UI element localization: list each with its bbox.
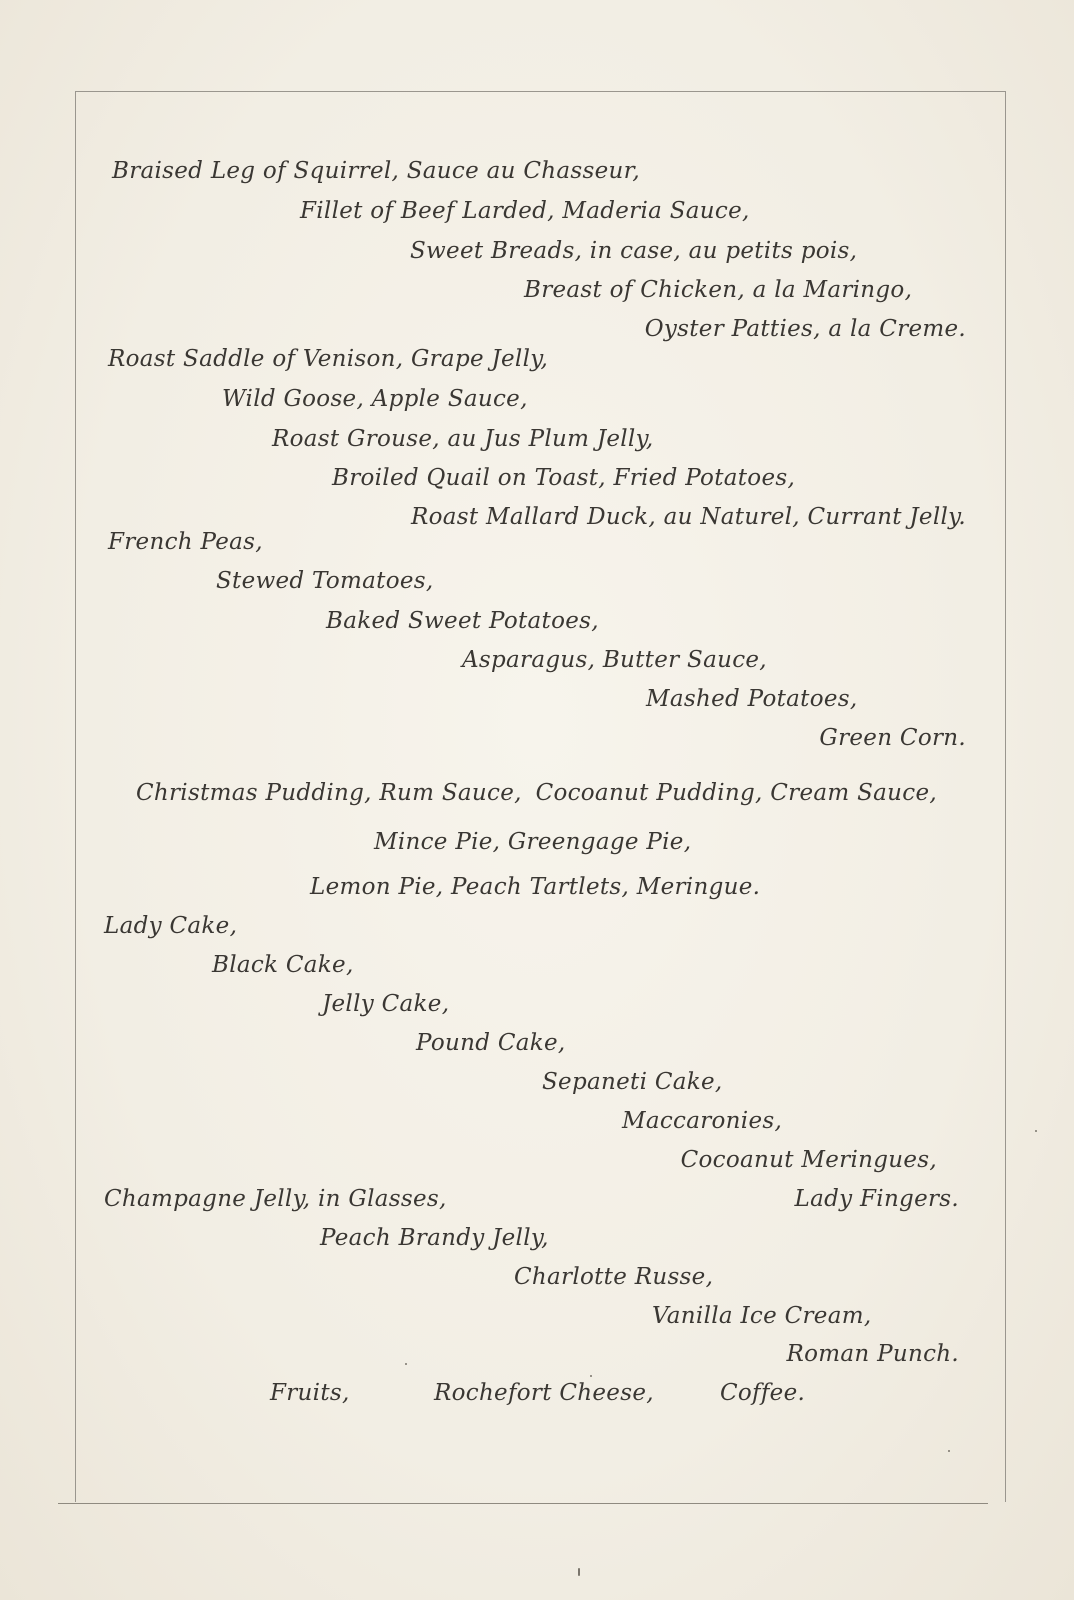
- menu-item-roman-punch: Roman Punch.: [786, 1341, 959, 1367]
- menu-item-charlotte-russe: Charlotte Russe,: [514, 1264, 714, 1290]
- menu-item-lady-cake: Lady Cake,: [104, 913, 238, 939]
- menu-item-christmas-pudding: Christmas Pudding, Rum Sauce,: [136, 780, 522, 806]
- paper-speck: [578, 1568, 580, 1576]
- menu-item-stewed-tomatoes: Stewed Tomatoes,: [216, 568, 434, 594]
- menu-item-maccaronies: Maccaronies,: [622, 1108, 783, 1134]
- menu-item-asparagus: Asparagus, Butter Sauce,: [462, 647, 767, 673]
- menu-item-champagne-jelly: Champagne Jelly, in Glasses,: [104, 1186, 447, 1212]
- menu-item-vanilla-ice-cream: Vanilla Ice Cream,: [652, 1303, 872, 1329]
- menu-item-sepaneti-cake: Sepaneti Cake,: [542, 1069, 723, 1095]
- menu-item-french-peas: French Peas,: [108, 529, 263, 555]
- paper-speck: [1035, 1130, 1037, 1132]
- menu-item-lemon-pie: Lemon Pie, Peach Tartlets, Meringue.: [310, 874, 761, 900]
- menu-item-sweet-breads: Sweet Breads, in case, au petits pois,: [410, 238, 858, 264]
- menu-item-oyster-patties: Oyster Patties, a la Creme.: [644, 316, 966, 342]
- menu-item-black-cake: Black Cake,: [212, 952, 354, 978]
- menu-item-pound-cake: Pound Cake,: [416, 1030, 566, 1056]
- menu-item-green-corn: Green Corn.: [819, 725, 966, 751]
- menu-item-cocoanut-pudding: Cocoanut Pudding, Cream Sauce,: [535, 780, 937, 806]
- menu-item-broiled-quail: Broiled Quail on Toast, Fried Potatoes,: [332, 465, 796, 491]
- paper-speck: [405, 1363, 407, 1365]
- bottom-rule: [58, 1503, 988, 1504]
- menu-item-roast-venison: Roast Saddle of Venison, Grape Jelly,: [108, 346, 549, 372]
- menu-item-lady-fingers: Lady Fingers.: [794, 1186, 959, 1212]
- menu-item-mince-pie: Mince Pie, Greengage Pie,: [374, 829, 692, 855]
- menu-item-wild-goose: Wild Goose, Apple Sauce,: [222, 386, 528, 412]
- menu-item-jelly-cake: Jelly Cake,: [322, 991, 450, 1017]
- menu-item-coffee: Coffee.: [720, 1380, 806, 1406]
- menu-item-braised-squirrel: Braised Leg of Squirrel, Sauce au Chasseur,: [112, 158, 640, 184]
- menu-item-roast-mallard: Roast Mallard Duck, au Naturel, Currant Jelly.: [410, 504, 966, 530]
- paper-speck: [590, 1375, 592, 1377]
- menu-item-fillet-beef: Fillet of Beef Larded, Maderia Sauce,: [300, 198, 750, 224]
- menu-item-cocoanut-meringues: Cocoanut Meringues,: [680, 1147, 937, 1173]
- menu-item-mashed-potatoes: Mashed Potatoes,: [646, 686, 858, 712]
- menu-item-roast-grouse: Roast Grouse, au Jus Plum Jelly,: [272, 426, 654, 452]
- menu-item-peach-brandy-jelly: Peach Brandy Jelly,: [320, 1225, 549, 1251]
- paper-speck: [948, 1450, 950, 1452]
- menu-item-rochefort-cheese: Rochefort Cheese,: [434, 1380, 654, 1406]
- menu-item-baked-sweet-potatoes: Baked Sweet Potatoes,: [326, 608, 599, 634]
- menu-item-breast-chicken: Breast of Chicken, a la Maringo,: [524, 277, 913, 303]
- menu-item-fruits: Fruits,: [270, 1380, 350, 1406]
